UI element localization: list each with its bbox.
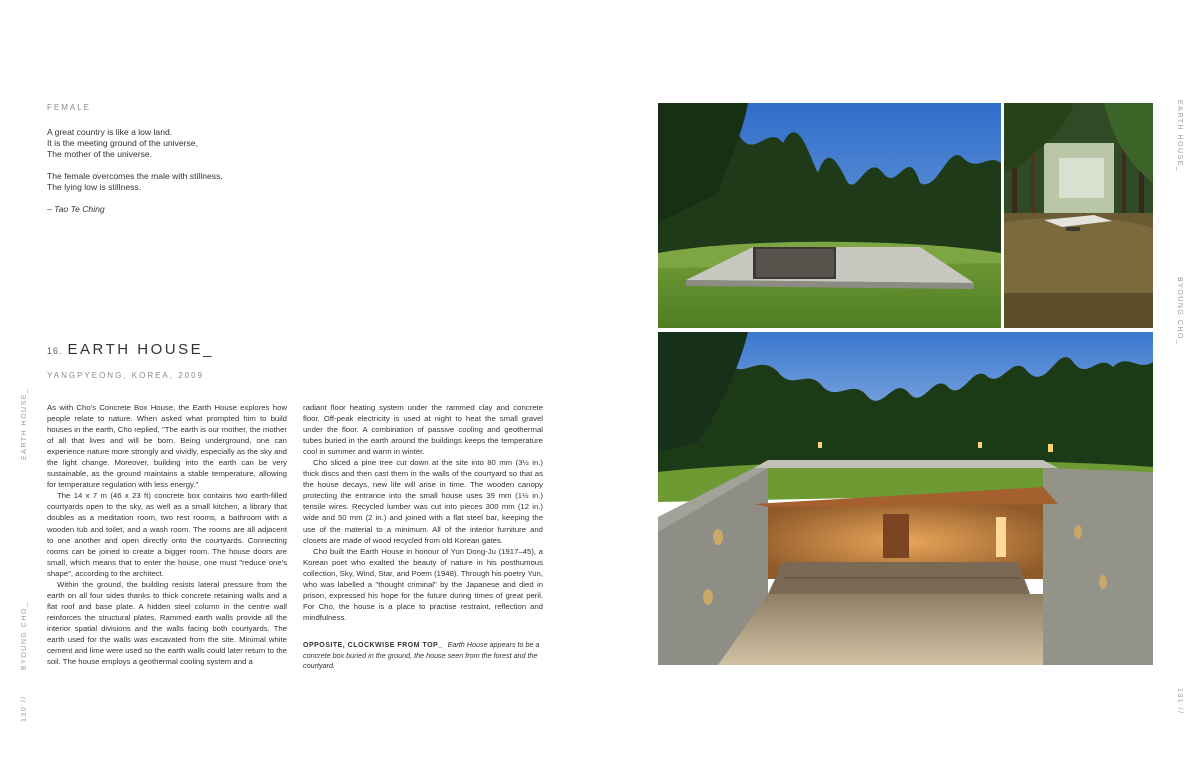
running-head-right-author: BYOUNG CHO_ — [1176, 277, 1183, 346]
body-column-2 — [303, 402, 543, 623]
running-head-left: EARTH HOUSE_ — [21, 387, 28, 460]
page-title — [47, 341, 214, 359]
epigraph-line: The lying low is stillness. — [47, 182, 142, 192]
paragraph: radiant floor heating system under the rammed clay and concrete floor. Off-peak electricity is used at night to heat the small gravel under the floor. A combination of passive cooling and geothermal tubes buried in the earth around the buildings keeps the temperature cool in summer and warm in winter. — [303, 403, 543, 457]
photo-forest-view — [1004, 103, 1153, 328]
paragraph: Cho sliced a pine tree cut down at the site into 80 mm (3½ in.) thick discs and then cast them in the walls of the courtyard so that as the house decays, new life will arise in time. The wooden canopy protecting the entrance into the small house uses 39 mm (1½ in.) tensile wires. Recycled lumber was cut into pieces 300 mm (12 in.) wide and 50 mm (2 in.) and joined with a flat steel bar, keeping the use of the material to a minimum. All of the interior furniture and closets are made of wood recycled from old Korean gates. — [303, 458, 543, 545]
body-column-1 — [47, 402, 287, 667]
location-subtitle: YANGPYEONG, KOREA, 2009 — [47, 371, 205, 380]
epigraph — [47, 103, 347, 214]
paragraph: As with Cho's Concrete Box House, the Earth House explores how people relate to nature. When asked what prompted him to build houses in the earth, Cho replied, "The earth is our mother, the mother of all that lives and will be born. Being underground, one can experience nature more strongly and vividly, especially as the sky and the light change. Moreover, building into the earth can be very sustainable, as the ground maintains a stable temperature, allowing for temperature regulation with less energy." — [47, 403, 287, 490]
epigraph-line: A great country is like a low land. — [47, 127, 173, 137]
photo-caption — [303, 640, 543, 671]
epigraph-source: – Tao Te Ching — [47, 204, 105, 214]
photo-concrete-box-meadow — [658, 103, 1001, 328]
epigraph-label: FEMALE — [47, 103, 92, 112]
epigraph-line: The mother of the universe. — [47, 149, 153, 159]
folio-right: 131 // — [1176, 688, 1183, 715]
epigraph-line: The female overcomes the male with stillness, — [47, 171, 223, 181]
running-head-left-author: BYOUNG CHO_ — [21, 601, 28, 670]
caption-text: Earth House appears to be a concrete box buried in the ground, the house seen from the forest and the courtyard. — [303, 640, 540, 670]
chapter-title: EARTH HOUSE_ — [67, 341, 214, 358]
epigraph-line: It is the meeting ground of the universe, — [47, 138, 198, 148]
caption-heading: OPPOSITE, CLOCKWISE FROM TOP_ — [303, 642, 443, 649]
running-head-right: EARTH HOUSE_ — [1176, 100, 1183, 173]
paragraph: Within the ground, the building resists lateral pressure from the earth on all four sides thanks to thick concrete retaining walls and a flat roof and base plate. A hidden steel column in the centre wall reinforces the structural plates. Rammed earth walls provide all the interior spatial divisions and the walls facing both courtyards. The earth used for the walls was excavated from the site. Minimal white cement and lime were used so the earth walls could later return to the soil. The house employs a geothermal cooling system and a — [47, 579, 287, 667]
chapter-number: 16. — [47, 346, 63, 356]
photo-courtyard — [658, 332, 1153, 665]
paragraph: The 14 x 7 m (46 x 23 ft) concrete box contains two earth-filled courtyards open to the sky, as well as a small kitchen, a library that doubles as a meditation room, two rest rooms, a bathroom with a wooden tub and toilet, and a wash room. The rooms are all adjacent to one another and open directly onto the courtyards. Connecting rooms can be joined to create a bigger room. The house doors are small, which means that to enter the house, one must "reduce one's shape", according to the architect. — [47, 491, 287, 578]
folio-left: 130 // — [21, 695, 28, 722]
paragraph: Cho built the Earth House in honour of Yun Dong-Ju (1917–45), a Korean poet who exalted the beauty of nature in his posthumous collection, Sky, Wind, Star, and Poem (1948). Through his poetry Yun, who was labelled a "thought criminal" by the Japanese and died in prison, expressed his hope for the future during times of great peril. For Cho, the house is a place to practise restraint, reflection and mindfulness. — [303, 546, 543, 622]
